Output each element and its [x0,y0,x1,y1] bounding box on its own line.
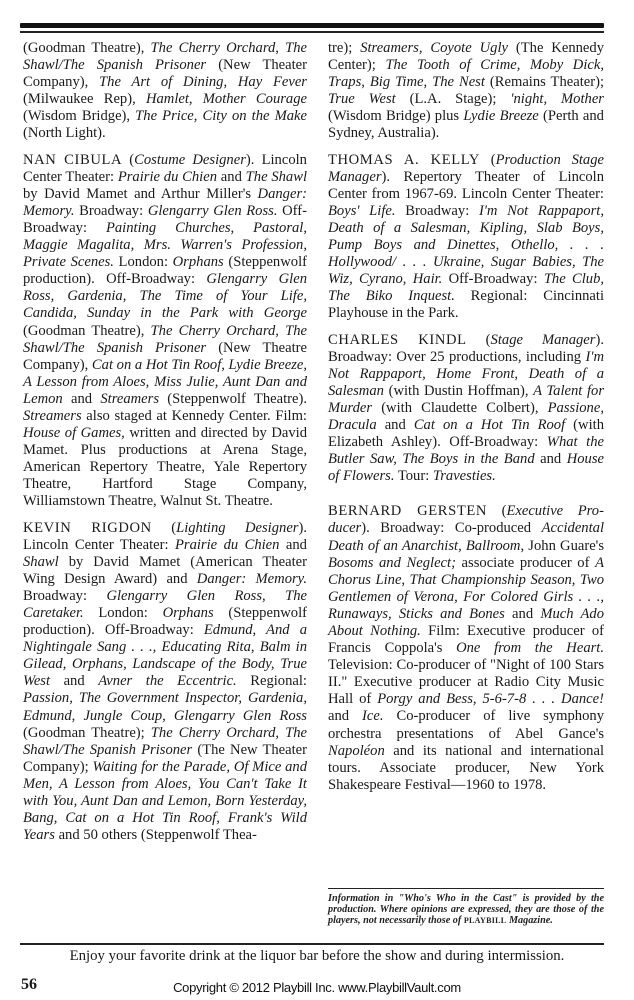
italic-title: What the Butler Saw, The Boys in the Band [328,434,604,468]
italic-title: The Cherry Orchard, The Shawl/The Spanish Prisoner [23,322,307,356]
italic-title: Bosoms and Neglect; [328,554,456,571]
text-run: Tour: [394,468,433,485]
text-run: (with Elizabeth Ashley). Off-Broadway: [328,416,604,451]
text-run: Broadway: [74,202,148,219]
bio-text [23,520,307,844]
bio-name: THOMAS A. KELLY [328,151,480,168]
italic-title: The Cherry Orchard, The Shawl/The Spanish Prisoner [23,40,307,74]
italic-title: Glengarry Glen Ross, Gardenia, The Time of Your Life, Candida, Sunday in the Park with George [23,271,307,322]
text-run: (The Kennedy Center); [328,40,604,74]
bio-text [328,520,604,792]
italic-title: Streamers [100,390,160,407]
bio-continuation [23,40,307,143]
bio-entry-thomas-kelly: THOMAS A. KELLY (Production Stage Manager). Repertory Theater of Lincoln Center from 1967-69. Lincoln Center Theater: Boys' Life. Broadway: I'm Not Rappaport, Death of a Salesman, Kipling, Slab Boys, Pump Boys and Dinettes, Othello, . . . Hollywood/ . . . Ukraine, Sugar Babies, The Wiz, Cyrano, Hair. Off-Broadway: The Club, The Biko Inquest. Regional: Cincinnati Playhouse in the Park. [328,151,605,322]
text-run: and [534,451,567,468]
text-run: (Wisdom Bridge) plus [328,108,464,125]
italic-title: Ice. [362,708,384,725]
text-run: Off-Broadway: [23,202,307,236]
bio-entry-charles-kindl: CHARLES KINDL (Stage Manager). Broadway: Over 25 productions, including I'm Not Rappaport, Home Front, Death of a Salesman (with Dustin Hoffman), A Talent for Murder (with Claudette Colbert), Passione, Dracula and Cat on a Hot Tin Roof (with Elizabeth Ashley). Off-Broadway: What the Butler Saw, The Boys in the Band and House of Flowers. Tour: Travesties. [328,331,604,485]
italic-title: Orphans [172,254,224,271]
text-run: Television: Co-producer of "Night of 100 Stars II." Executive producer at Radio City Music Hall of [328,657,604,708]
text-run: (Goodman Theatre), [23,322,151,339]
text-run: and [328,708,363,725]
text-run: . Broadway: Co-produced [366,520,542,537]
italic-title: Avner the Eccentric. [98,673,237,690]
italic-title: Streamers, Coyote Ugly [360,40,508,56]
text-run: (Steppenwolf production). Off-Broadway: [23,605,307,639]
bio-name: KEVIN RIGDON [23,519,152,536]
left-column [23,40,307,853]
copyright-notice: Copyright © 2012 Playbill Inc. www.PlaybillVault.com [173,980,461,995]
text-run: Regional: Cincinnati Playhouse in the Park. [328,288,605,322]
text-run: and its national and international tours. Associate producer, New York Shakespeare Festival—1960 to 1978. [328,742,604,793]
italic-title: Prairie du Chien [174,536,280,553]
italic-title: Much Ado About Nothing. [328,605,605,639]
italic-title: Waiting for the Parade, Of Mice and Men, A Lesson from Aloes, You Can't Take It with You, Aunt Dan and Lemon, Born Yesterday, Bang, Cat on a Hot Tin Roof, Frank's Wild Years [23,758,307,844]
italic-title: Passion, The Government Inspector, Gardenia, Edmund, Jungle Coup, Glengarry Glen Ross [23,690,307,724]
italic-title: Travesties. [432,468,496,485]
footer-tagline: Enjoy your favorite drink at the liquor bar before the show and during intermission. [69,948,565,964]
italic-title: Painting Churches, Pastoral, Maggie Magalita, Mrs. Warren's Profession, Private Scenes. [23,219,308,271]
bio-name: CHARLES KINDL [328,331,467,348]
text-run: Regional: [236,673,307,690]
italic-title: Porgy and Bess, 5-6-7-8 . . . Dance! [377,691,604,708]
italic-title: The Price, City on the Make [135,108,307,125]
text-run: Film: Executive producer of Francis Coppola's [328,623,605,657]
italic-title: The Shawl [245,168,308,185]
bio-entry-kevin-rigdon: KEVIN RIGDON (Lighting Designer). Lincoln Center Theater: Prairie du Chien and Shawl by David Mamet (American Theater Wing Design Award) and Danger: Memory. Broadway: Glengarry Glen Ross, The Caretaker. London: Orphans (Steppenwolf production). Off-Broadway: Edmund, And a Nightingale Sang . . ., Educating Rita, Balm in Gilead, Orphans, Landscape of the Body, True West and Avner the Eccentric. Regional: Passion, The Government Inspector, Gardenia, Edmund, Jungle Coup, Glengarry Glen Ross (Goodman Theatre); The Cherry Orchard, The Shawl/The Spanish Prisoner (The New Theater Company); Waiting for the Parade, Of Mice and Men, A Lesson from Aloes, You Can't Take It with You, Aunt Dan and Lemon, Born Yesterday, Bang, Cat on a Hot Tin Roof, Frank's Wild Years and 50 others (Steppenwolf Thea- [23,519,308,844]
italic-title: Edmund, And a Nightingale Sang . . ., Educating Rita, Balm in Gilead, Orphans, Landscape of the Body, True West [23,622,307,690]
text-run: and [279,536,307,553]
italic-title: 'night, Mother [510,91,604,108]
italic-title: The Tooth of Crime, Moby Dick, Traps, Big Time, The Nest [328,57,605,91]
italic-title: A Chorus Line, That Championship Season, Two Gentlemen of Verona, For Colored Girls . . ., Runaways, Sticks and Bones [328,554,604,622]
bio-role: Stage Manager [490,331,596,348]
text-run: (Goodman Theatre); [23,724,151,741]
top-rule-thick [20,23,604,28]
italic-title: Accidental Death of an Anarchist, Ballroom, [328,520,604,554]
text-run: (New Theatre Company), [23,339,307,373]
text-run: . Broadway: Over 25 productions, including [328,331,604,365]
italic-title: Cat on a Hot Tin Roof, Lydie Breeze, A Lesson from Aloes, Miss Julie, Aunt Dan and Lemon [23,356,308,407]
text-run: (New Theater Company), [23,57,307,91]
italic-title: Prairie du Chien [117,168,218,185]
italic-title: The Cherry Orchard, The Shawl/The Spanish Prisoner [23,724,308,758]
text-run: and 50 others (Steppenwolf Thea- [54,827,257,844]
text-run: Co-producer of live symphony orchestra presentations of Abel Gance's [328,708,604,742]
bio-continuation [328,40,604,143]
text-run: (Milwaukee Rep), [23,91,146,108]
top-rule-thin [20,31,604,33]
text-run: (Perth and Sydney, Australia). [328,108,604,142]
bio-role: Production Stage Manager [328,151,604,185]
italic-title: House of Flowers. [328,451,604,485]
text-run: tre); [328,40,361,56]
bio-role: Executive Producer [328,503,604,537]
italic-title: Hamlet, Mother Courage [145,91,307,108]
italic-title: Glengarry Glen Ross. [147,202,278,219]
text-run: (L.A. Stage); [395,91,511,108]
italic-title: I'm Not Rappaport, Home Front, Death of a Salesman [328,348,604,399]
bio-text [328,169,604,322]
italic-title: I'm Not Rappaport, Death of a Salesman, Kipling, Slab Boys, Pump Boys and Dinettes, Othello, . . . Hollywood/ . . . Ukraine, Sugar Babies, The Wiz, Cyrano, Hair. [328,202,604,288]
bio-entry-bernard-gersten: BERNARD GERSTEN (Executive Producer). Broadway: Co-produced Accidental Death of an Anarchist, Ballroom, John Guare's Bosoms and Neglect; associate producer of A Chorus Line, That Championship Season, Two Gentlemen of Verona, For Colored Girls . . ., Runaways, Sticks and Bones and Much Ado About Nothing. Film: Executive producer of Francis Coppola's One from the Heart. Television: Co-producer of "Night of 100 Stars II." Executive producer at Radio City Music Hall of Porgy and Bess, 5-6-7-8 . . . Dance! and Ice. Co-producer of live symphony orchestra presentations of Abel Gance's Napoléon and its national and international tours. Associate producer, New York Shakespeare Festival—1960 to 1978. [328,503,605,793]
text-run: written and directed by David Mamet. Plus productions at Arena Stage, American Repertory Theatre, Yale Repertory Theatre, Hartford Stage Company, Williamstown Theatre, Walnut St. Theatre. [23,425,307,510]
italic-title: Napoléon [328,742,385,759]
text-run: Broadway: [23,587,107,604]
italic-title: Glengarry Glen Ross, The Caretaker. [23,587,307,621]
text-run: (North Light). [23,125,106,142]
right-column [328,40,604,803]
text-run: Off-Broadway: [442,271,544,288]
text-run: London: [113,254,173,271]
bio-role: Costume Designer [134,151,246,168]
text-run: (with Dustin Hoffman), [383,382,534,399]
bio-role: Lighting Designer [176,519,299,536]
text-run: and [50,673,99,690]
italic-title: Cat on a Hot Tin Roof [413,416,566,433]
bio-text [23,152,307,510]
italic-title: Shawl [23,553,59,570]
text-run: also staged at Kennedy Center. Film: [81,407,307,424]
italic-title: House of Games, [23,425,125,442]
text-run: (Wisdom Bridge), [23,108,136,125]
italic-title: Passione, Dracula [328,399,604,433]
text-run: and [217,168,246,185]
text-run: John Guare's [524,537,604,554]
text-run: (Steppenwolf Theatre). [159,390,307,407]
text-run: London: [83,605,163,621]
italic-title: Orphans [162,605,214,621]
italic-title: The Art of Dining, Hay Fever [99,74,307,91]
text-run: and [376,416,414,433]
text-run: and [62,390,101,407]
disclaimer-note [328,888,604,927]
text-run: by David Mamet (American Theater Wing Design Award) and [23,553,307,587]
text-run: . Lincoln Center Theater: [23,151,307,185]
italic-title: Danger: Memory. [23,185,307,219]
bottom-rule [20,943,604,945]
italic-title: Danger: Memory. [196,570,307,587]
text-run: associate producer of [455,554,596,571]
italic-title: A Talent for Murder [328,382,604,416]
italic-title: Lydie Breeze [463,108,539,125]
bio-name: BERNARD GERSTEN [328,503,487,520]
bio-entry-nan-cibula: NAN CIBULA (Costume Designer). Lincoln Center Theater: Prairie du Chien and The Shawl by David Mamet and Arthur Miller's Danger: Memory. Broadway: Glengarry Glen Ross. Off-Broadway: Painting Churches, Pastoral, Maggie Magalita, Mrs. Warren's Profession, Private Scenes. London: Orphans (Steppenwolf production). Off-Broadway: Glengarry Glen Ross, Gardenia, The Time of Your Life, Candida, Sunday in the Park with George (Goodman Theatre), The Cherry Orchard, The Shawl/The Spanish Prisoner (New Theatre Company), Cat on a Hot Tin Roof, Lydie Breeze, A Lesson from Aloes, Miss Julie, Aunt Dan and Lemon and Streamers (Steppenwolf Theatre). Streamers also staged at Kennedy Center. Film: House of Games, written and directed by David Mamet. Plus productions at Arena Stage, American Repertory Theatre, Yale Repertory Theatre, Hartford Stage Company, Williamstown Theatre, Walnut St. Theatre. [23,151,308,510]
italic-title: The Club, The Biko Inquest. [328,271,605,305]
text-run: by David Mamet and Arthur Miller's [23,185,258,202]
text-run: Broadway: [395,202,479,219]
bio-name: NAN CIBULA [23,151,123,168]
playbill-brand: PLAYBILL [463,916,507,926]
text-run: (Steppenwolf production). Off-Broadway: [23,254,307,288]
text-run: (Goodman Theatre), [23,40,151,56]
text-run: . Repertory Theater of Lincoln Center from 1967-69. Lincoln Center Theater: [328,168,604,202]
disclaimer-text: Information in "Who's Who in the Cast" is provided by the production. Where opinions are expressed, they are those of the players, not necessarily those of [328,893,604,927]
italic-title: Boys' Life. [328,202,396,219]
text-run: (Remains Theater); [484,74,604,91]
disclaimer-text-end: Magazine. [506,915,553,927]
text-run: (with Claudette Colbert), [372,399,548,416]
text-run: and [504,605,541,622]
italic-title: One from the Heart. [456,640,604,657]
bio-text [328,332,604,485]
italic-title: True West [328,91,396,108]
text-run: (The New Theater Company); [23,741,308,775]
page-number: 56 [21,976,37,993]
italic-title: Streamers [23,407,82,424]
text-run: . Lincoln Center Theater: [23,519,308,553]
